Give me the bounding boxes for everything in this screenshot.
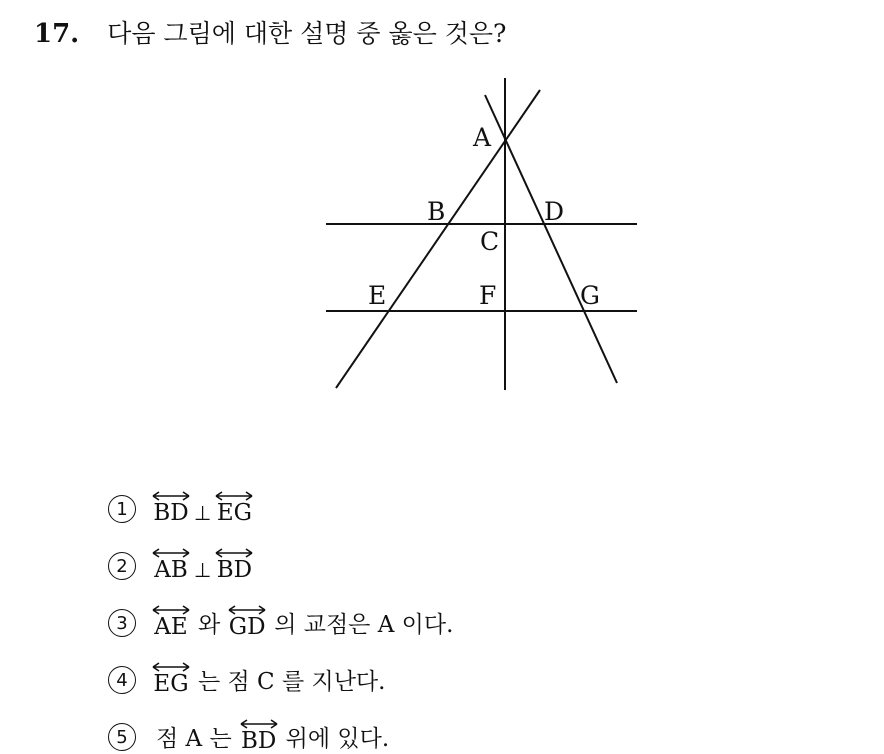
question-text: 다음 그림에 대한 설명 중 옳은 것은? <box>107 19 507 48</box>
line-name: BD <box>153 500 189 526</box>
choice-1[interactable] <box>108 468 848 525</box>
line-name: AE <box>154 614 188 640</box>
line-notation <box>151 490 191 525</box>
line-abe <box>336 90 540 388</box>
point-label-g: G <box>580 281 600 310</box>
line-name: AB <box>154 557 188 583</box>
choice-number: 4 <box>108 666 136 694</box>
choice-text: 의 교점은 A 이다. <box>274 612 454 638</box>
choice-number: 3 <box>108 609 136 637</box>
line-name: EG <box>216 500 252 526</box>
point-label-f: F <box>479 281 497 310</box>
point-label-c: C <box>480 227 500 256</box>
choice-2[interactable] <box>108 525 848 582</box>
choice-4[interactable] <box>108 639 848 696</box>
choice-3[interactable] <box>108 582 848 639</box>
perpendicular-symbol: ⊥ <box>194 558 212 582</box>
line-name: BD <box>241 728 277 754</box>
line-name: GD <box>228 614 266 640</box>
point-label-e: E <box>368 281 387 310</box>
choice-text: 점 A 는 <box>156 726 232 752</box>
line-notation <box>151 661 191 696</box>
choice-text: 위에 있다. <box>285 726 390 752</box>
choice-text: 는 점 C 를 지난다. <box>198 669 386 695</box>
line-notation <box>214 547 254 582</box>
perpendicular-symbol: ⊥ <box>194 501 212 525</box>
choice-5[interactable] <box>108 696 848 753</box>
line-name: BD <box>216 557 253 583</box>
point-label-a: A <box>473 123 492 152</box>
question-number: 17. <box>34 19 80 49</box>
choice-number: 5 <box>108 723 136 751</box>
choice-text: 와 <box>198 612 221 638</box>
line-notation <box>239 718 279 753</box>
point-label-d: D <box>544 197 565 226</box>
line-notation <box>151 547 191 582</box>
line-notation <box>214 490 254 525</box>
answer-choices <box>108 468 848 753</box>
choice-number: 2 <box>108 552 136 580</box>
line-notation <box>151 604 191 639</box>
line-notation <box>227 604 267 639</box>
line-name: EG <box>153 671 189 697</box>
choice-number: 1 <box>108 495 136 523</box>
point-label-b: B <box>427 197 446 226</box>
